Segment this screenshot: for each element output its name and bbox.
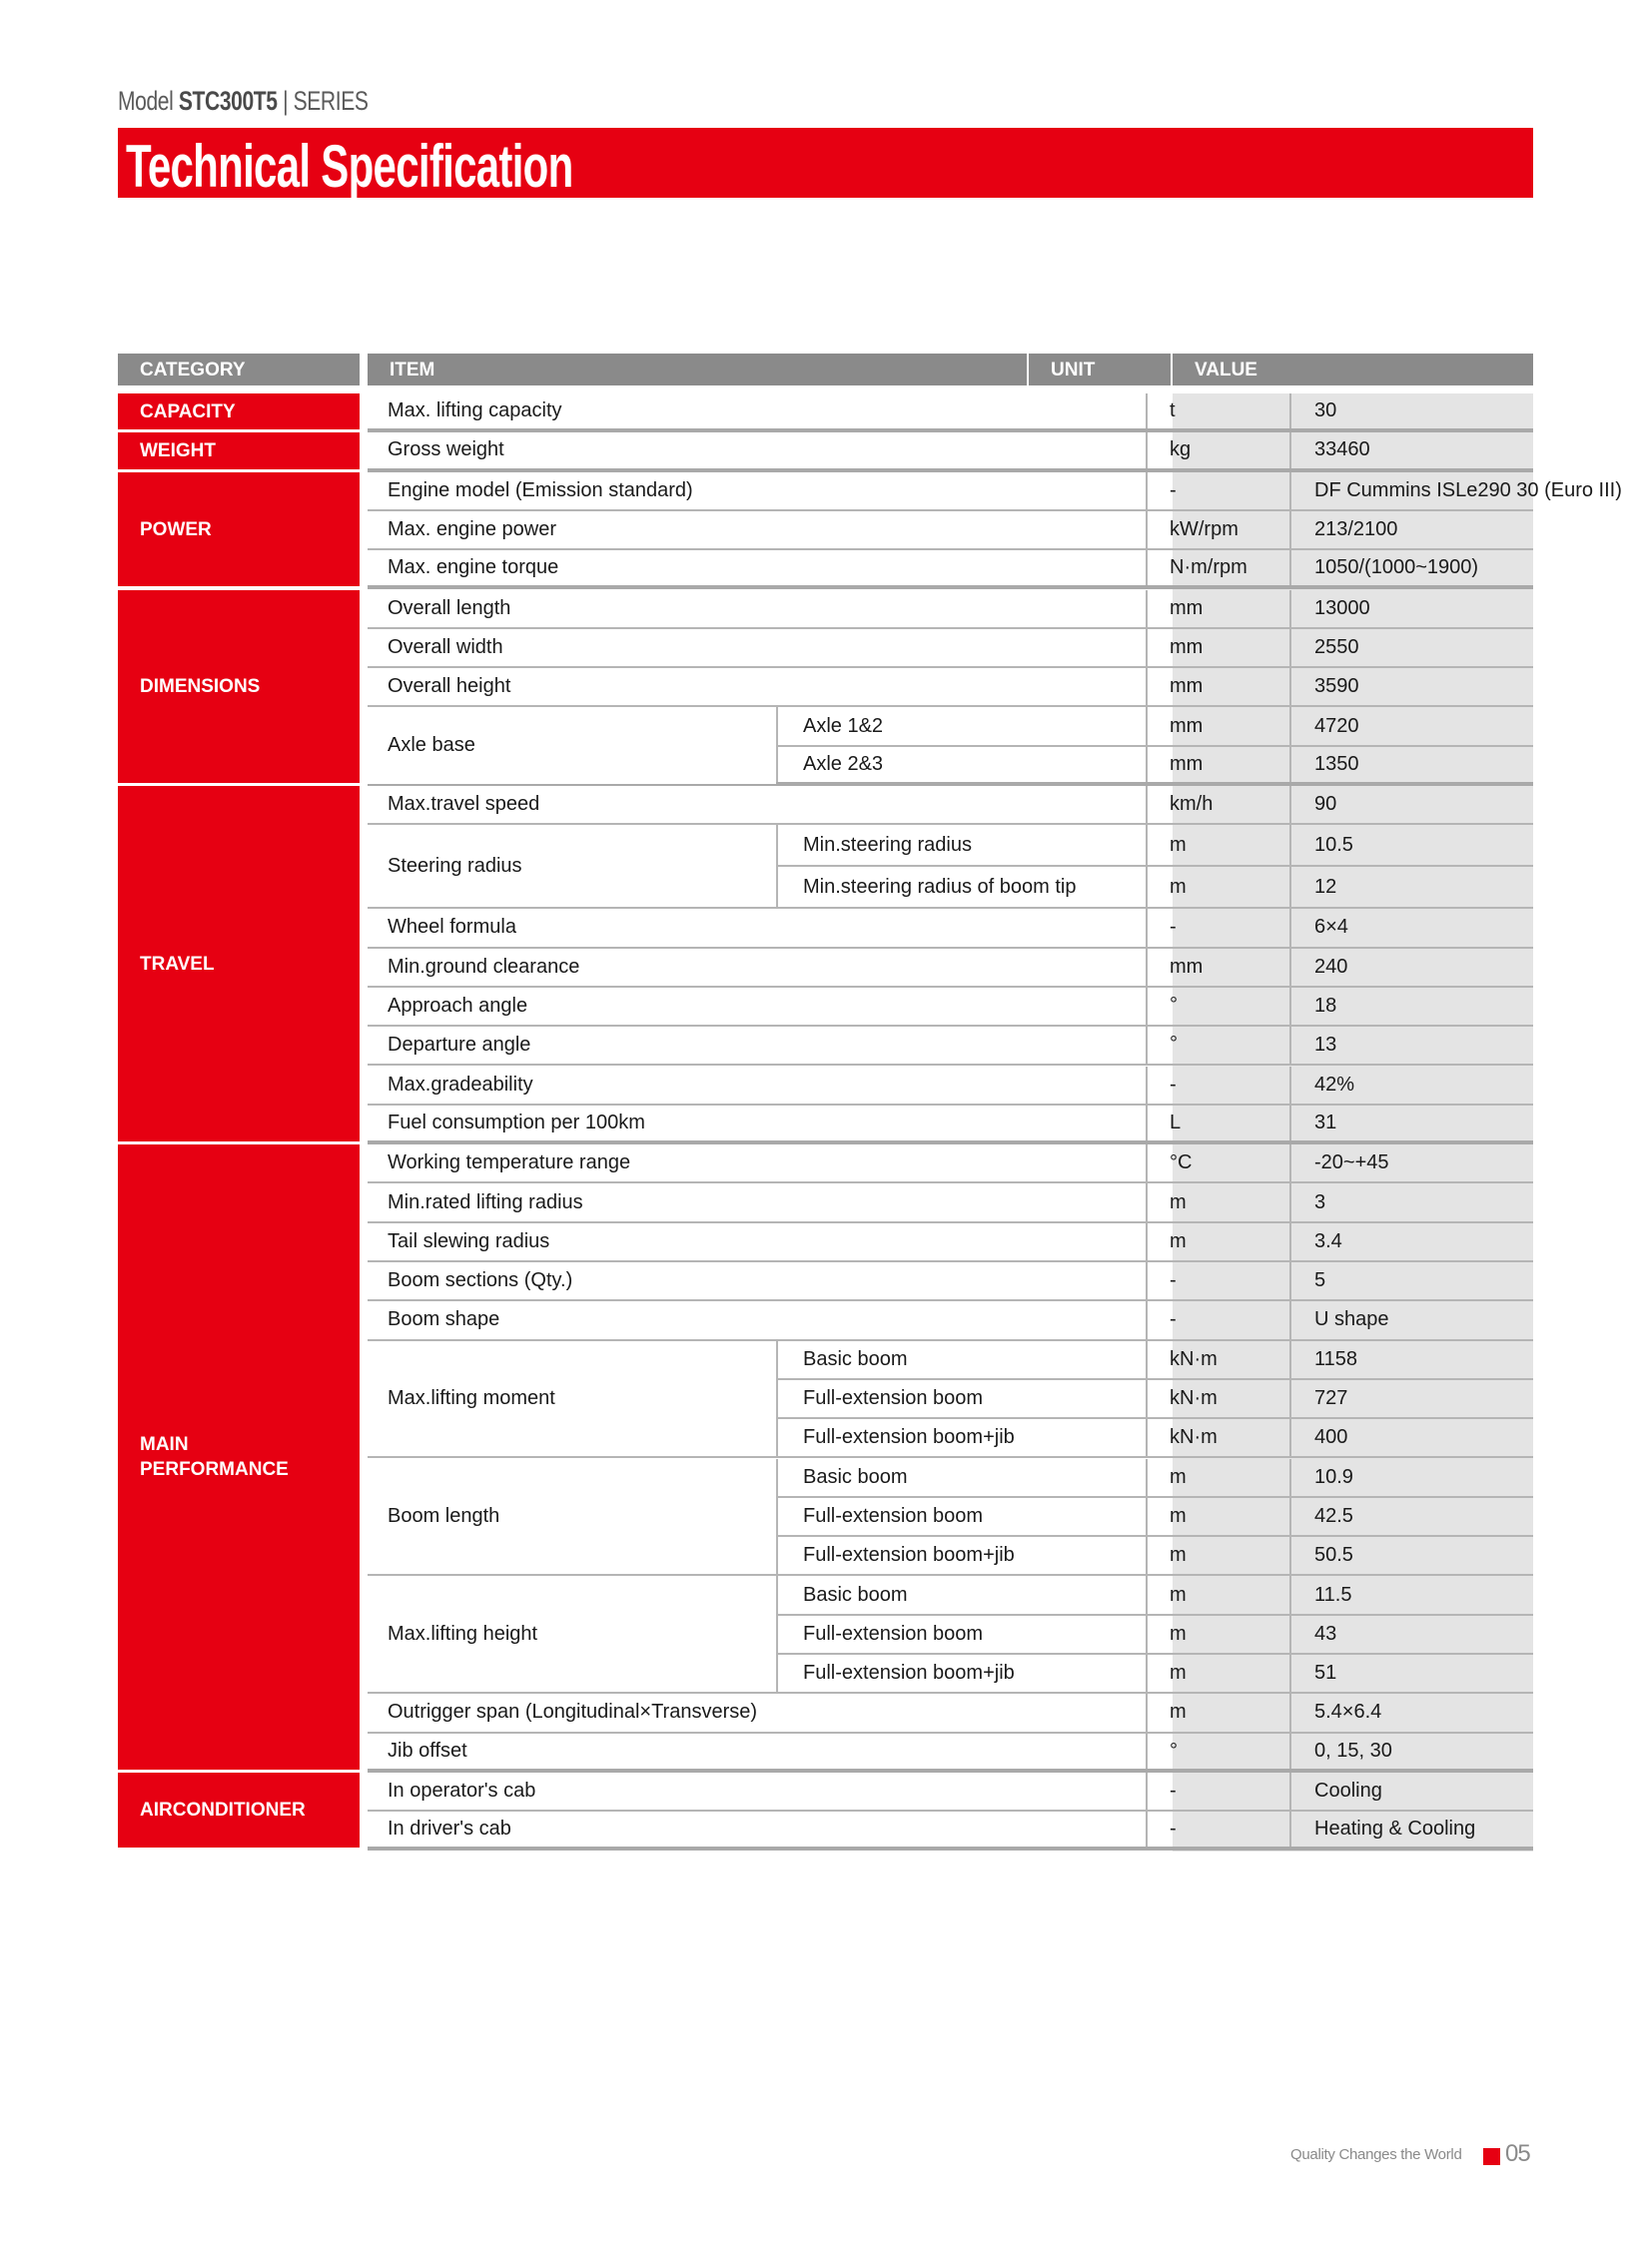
column-header-unit: UNIT — [1029, 354, 1171, 385]
category-label: AIRCONDITIONER — [140, 1800, 306, 1822]
unit-cell: ° — [1146, 1027, 1289, 1064]
column-header-value: VALUE — [1173, 354, 1533, 385]
value-cell: 10.5 — [1289, 825, 1353, 865]
item-cell: Max.gradeability — [388, 1073, 533, 1096]
value-cell: 213/2100 — [1289, 511, 1397, 548]
unit-cell: - — [1146, 1812, 1289, 1847]
value-cell: 43 — [1289, 1616, 1336, 1653]
item-cell: Outrigger span (Longitudinal×Transverse) — [388, 1701, 758, 1724]
sub-item-cell: Min.steering radius of boom tip — [776, 867, 1076, 907]
item-cell: Fuel consumption per 100km — [388, 1111, 645, 1133]
value-cell: 31 — [1289, 1106, 1336, 1140]
spec-table — [118, 354, 1622, 1852]
category-cell — [118, 590, 360, 784]
sub-item-cell: Full-extension boom — [776, 1380, 983, 1417]
value-cell: 3590 — [1289, 668, 1359, 705]
table-row — [368, 629, 1533, 668]
table-row — [368, 1812, 1533, 1851]
item-cell: Wheel formula — [388, 916, 516, 939]
value-cell: Cooling — [1289, 1773, 1382, 1810]
value-cell: 0, 15, 30 — [1289, 1734, 1392, 1769]
item-cell: In driver's cab — [388, 1818, 511, 1841]
sub-item-cell: Axle 2&3 — [776, 747, 883, 782]
unit-cell: - — [1146, 909, 1289, 946]
value-cell: 51 — [1289, 1655, 1336, 1692]
column-header-category: CATEGORY — [118, 354, 360, 385]
unit-cell: t — [1146, 393, 1289, 428]
unit-cell: mm — [1146, 590, 1289, 627]
category-cell — [118, 786, 360, 1141]
unit-cell: m — [1146, 1537, 1289, 1574]
unit-cell: N·m/rpm — [1146, 550, 1289, 585]
table-row — [368, 1223, 1533, 1262]
page-title: Technical Specification — [126, 133, 573, 200]
unit-cell: kg — [1146, 432, 1289, 467]
group-item-cell: Max.lifting moment — [368, 1341, 776, 1457]
item-cell: Boom shape — [388, 1308, 500, 1331]
table-body — [118, 393, 1622, 1852]
value-cell: 42% — [1289, 1067, 1354, 1104]
table-row — [368, 1027, 1533, 1066]
category-label: POWER — [140, 518, 212, 540]
value-cell: 90 — [1289, 786, 1336, 823]
value-cell: 42.5 — [1289, 1498, 1353, 1535]
unit-cell: m — [1146, 1223, 1289, 1260]
unit-cell: - — [1146, 1773, 1289, 1810]
category-label: DIMENSIONS — [140, 675, 261, 697]
item-cell: Overall width — [388, 635, 503, 658]
table-row — [368, 1301, 1533, 1340]
sub-item-cell: Basic boom — [776, 1341, 908, 1378]
title-banner — [118, 128, 1533, 198]
unit-cell: °C — [1146, 1144, 1289, 1181]
category-cell — [118, 1773, 360, 1849]
item-cell: In operator's cab — [388, 1780, 536, 1803]
item-cell: Tail slewing radius — [388, 1229, 550, 1252]
page-number: 05 — [1505, 2140, 1530, 2167]
value-cell: 5 — [1289, 1262, 1325, 1299]
unit-cell: m — [1146, 1576, 1289, 1613]
value-cell: 5.4×6.4 — [1289, 1694, 1381, 1731]
unit-cell: ° — [1146, 1734, 1289, 1769]
unit-cell: L — [1146, 1106, 1289, 1140]
item-cell: Max.travel speed — [388, 793, 540, 816]
table-row — [368, 550, 1533, 589]
footer-square-mark — [1483, 2148, 1500, 2165]
table-row — [368, 909, 1533, 948]
value-cell: 50.5 — [1289, 1537, 1353, 1574]
sub-item-cell: Axle 1&2 — [776, 707, 883, 744]
sub-item-cell: Full-extension boom+jib — [776, 1537, 1015, 1574]
item-cell: Working temperature range — [388, 1151, 631, 1174]
category-cell — [118, 1144, 360, 1770]
item-cell: Max. engine power — [388, 518, 556, 541]
value-cell: 12 — [1289, 867, 1336, 907]
value-cell: U shape — [1289, 1301, 1389, 1338]
category-label: MAIN PERFORMANCE — [140, 1433, 289, 1480]
table-row — [368, 1183, 1533, 1222]
unit-cell: m — [1146, 1616, 1289, 1653]
item-cell: Boom sections (Qty.) — [388, 1269, 573, 1292]
table-row — [368, 511, 1533, 550]
unit-cell: m — [1146, 1498, 1289, 1535]
unit-cell: - — [1146, 472, 1289, 509]
table-row — [368, 1734, 1533, 1773]
unit-cell: m — [1146, 825, 1289, 865]
unit-cell: m — [1146, 1183, 1289, 1220]
unit-cell: - — [1146, 1262, 1289, 1299]
model-suffix: | SERIES — [283, 86, 369, 116]
table-row — [368, 949, 1533, 988]
value-cell: 10.9 — [1289, 1459, 1353, 1496]
unit-cell: kN·m — [1146, 1380, 1289, 1417]
item-cell: Min.ground clearance — [388, 955, 580, 978]
value-cell: DF Cummins ISLe290 30 (Euro III) — [1289, 472, 1622, 509]
sub-item-cell: Full-extension boom — [776, 1616, 983, 1653]
value-cell: 11.5 — [1289, 1576, 1351, 1613]
unit-cell: m — [1146, 1655, 1289, 1692]
value-cell: 1158 — [1289, 1341, 1357, 1378]
table-row — [368, 1773, 1533, 1812]
value-cell: 30 — [1289, 393, 1336, 428]
value-cell: 400 — [1289, 1419, 1347, 1456]
unit-cell: mm — [1146, 668, 1289, 705]
group-item-cell: Axle base — [368, 707, 776, 784]
table-row — [368, 590, 1533, 629]
sub-item-cell: Full-extension boom+jib — [776, 1419, 1015, 1456]
unit-cell: m — [1146, 867, 1289, 907]
category-label: CAPACITY — [140, 400, 236, 422]
category-label: WEIGHT — [140, 439, 216, 461]
item-cell: Max. engine torque — [388, 556, 559, 579]
category-cell — [118, 432, 360, 468]
sub-item-cell: Basic boom — [776, 1459, 908, 1496]
unit-cell: kN·m — [1146, 1341, 1289, 1378]
group-item-cell: Steering radius — [368, 825, 776, 907]
table-row — [368, 1694, 1533, 1733]
item-cell: Max. lifting capacity — [388, 399, 562, 422]
value-cell: -20~+45 — [1289, 1144, 1389, 1181]
value-cell: 33460 — [1289, 432, 1370, 467]
category-cell — [118, 393, 360, 429]
table-row — [368, 432, 1533, 471]
group-item-cell: Max.lifting height — [368, 1576, 776, 1692]
table-header — [118, 354, 1533, 385]
value-cell: Heating & Cooling — [1289, 1812, 1475, 1847]
item-cell: Overall height — [388, 675, 511, 698]
sub-item-cell: Full-extension boom+jib — [776, 1655, 1015, 1692]
group-item-cell: Boom length — [368, 1459, 776, 1575]
table-row — [368, 393, 1533, 432]
item-cell: Departure angle — [388, 1034, 531, 1057]
value-cell: 1050/(1000~1900) — [1289, 550, 1478, 585]
value-cell: 13000 — [1289, 590, 1370, 627]
item-cell: Min.rated lifting radius — [388, 1190, 583, 1213]
table-row — [368, 472, 1622, 511]
sub-item-cell: Min.steering radius — [776, 825, 972, 865]
unit-cell: - — [1146, 1301, 1289, 1338]
table-row — [368, 1067, 1533, 1106]
value-cell: 3 — [1289, 1183, 1325, 1220]
table-row — [368, 786, 1533, 825]
value-cell: 2550 — [1289, 629, 1359, 666]
item-cell: Jib offset — [388, 1739, 467, 1762]
category-label: TRAVEL — [140, 953, 215, 975]
value-cell: 3.4 — [1289, 1223, 1342, 1260]
unit-cell: ° — [1146, 988, 1289, 1025]
column-header-item: ITEM — [368, 354, 1027, 385]
table-row — [368, 1106, 1533, 1144]
table-row — [368, 988, 1533, 1027]
category-cell — [118, 472, 360, 587]
model-prefix: Model — [118, 86, 174, 116]
unit-cell: kW/rpm — [1146, 511, 1289, 548]
item-cell: Approach angle — [388, 995, 528, 1018]
sub-item-cell: Full-extension boom — [776, 1498, 983, 1535]
table-row — [368, 1144, 1533, 1183]
value-cell: 4720 — [1289, 707, 1359, 744]
unit-cell: mm — [1146, 707, 1289, 744]
item-cell: Engine model (Emission standard) — [388, 478, 693, 501]
value-cell: 727 — [1289, 1380, 1347, 1417]
value-cell: 6×4 — [1289, 909, 1348, 946]
value-cell: 1350 — [1289, 747, 1359, 782]
table-row — [368, 1262, 1533, 1301]
unit-cell: mm — [1146, 629, 1289, 666]
unit-cell: m — [1146, 1694, 1289, 1731]
model-name: STC300T5 — [178, 86, 278, 116]
item-cell: Gross weight — [388, 438, 504, 461]
model-line — [118, 86, 369, 117]
value-cell: 13 — [1289, 1027, 1336, 1064]
sub-item-cell: Basic boom — [776, 1576, 908, 1613]
unit-cell: mm — [1146, 949, 1289, 986]
footer-slogan: Quality Changes the World — [1290, 2146, 1462, 2163]
unit-cell: m — [1146, 1459, 1289, 1496]
value-cell: 18 — [1289, 988, 1336, 1025]
table-row — [368, 668, 1533, 707]
unit-cell: - — [1146, 1067, 1289, 1104]
unit-cell: mm — [1146, 747, 1289, 782]
unit-cell: kN·m — [1146, 1419, 1289, 1456]
unit-cell: km/h — [1146, 786, 1289, 823]
item-cell: Overall length — [388, 596, 511, 619]
value-cell: 240 — [1289, 949, 1347, 986]
